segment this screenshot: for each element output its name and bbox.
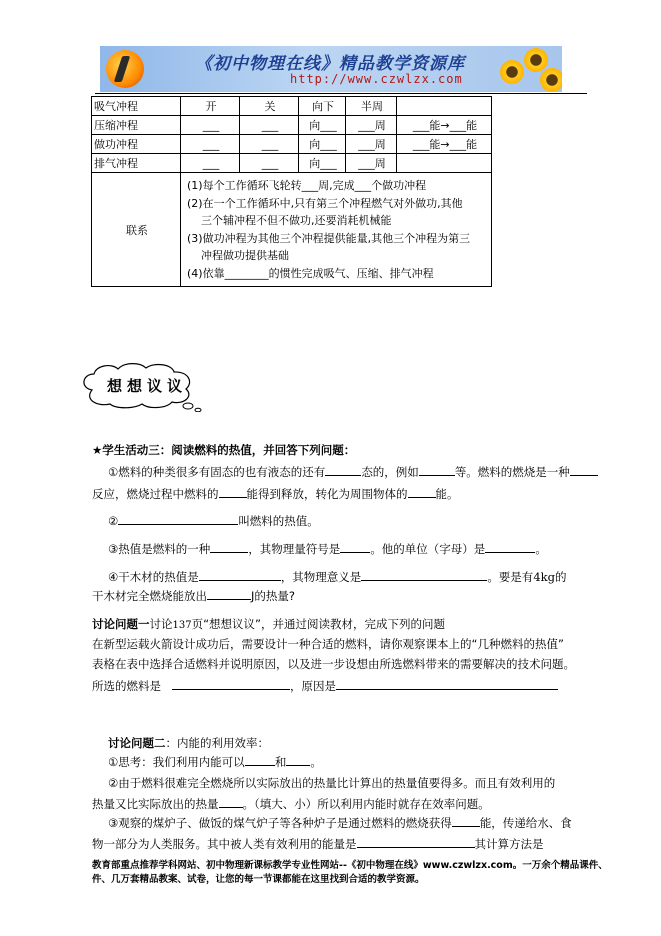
crank-turn: ___周 xyxy=(346,135,397,154)
text: 讨论 xyxy=(149,617,173,631)
energy-conversion: ___能→___能 xyxy=(397,116,492,135)
crank-turn: ___周 xyxy=(346,154,397,173)
stroke-name: 排气冲程 xyxy=(92,154,181,173)
text: ③观察的煤炉子、做饭的煤气炉子等各种炉子是通过燃料的燃烧获得 xyxy=(108,816,452,830)
banner-title: 《初中物理在线》精品教学资源库 xyxy=(195,54,465,74)
text: ，原因是 xyxy=(289,679,336,693)
discussion-2-q3 xyxy=(108,815,572,831)
activity-title: ★学生活动三：阅读燃料的热值，并回答下列问题： xyxy=(92,443,356,457)
text: 态的，例如 xyxy=(361,465,419,479)
text: 讨论问题二 xyxy=(108,736,166,750)
text: 等。燃料的燃烧是一种 xyxy=(454,465,570,479)
text: 能得到释放，转化为周围物体的 xyxy=(246,487,408,501)
question-3 xyxy=(108,541,547,557)
stroke-name: 吸气冲程 xyxy=(92,97,181,116)
blank xyxy=(207,588,251,600)
text: 能。 xyxy=(435,487,459,501)
crank-turn: 半周 xyxy=(346,97,397,116)
discussion-2-q2 xyxy=(108,775,555,791)
text: 的 xyxy=(554,570,567,584)
lianxi-line: (3)做功冲程为其他三个冲程提供能量,其他三个冲程为第三 xyxy=(187,231,471,245)
blank xyxy=(325,464,361,476)
text: 热量又比实际放出的热量 xyxy=(92,797,219,811)
text: 其计算方法是 xyxy=(474,837,544,851)
blank xyxy=(219,796,243,808)
energy-conversion: ___能→___能 xyxy=(397,135,492,154)
banner-url[interactable]: http://www.czwlzx.com xyxy=(290,72,463,86)
blank xyxy=(452,815,480,827)
text: ①思考：我们利用内能可以 xyxy=(108,755,245,769)
text: ③热值是燃料的一种 xyxy=(108,542,211,556)
lianxi-label: 联系 xyxy=(92,173,181,287)
blank xyxy=(419,464,455,476)
question-1 xyxy=(108,464,598,480)
text: 所选的燃料是 xyxy=(92,679,161,693)
intake-valve: ___ xyxy=(181,116,240,135)
text: 。 xyxy=(310,755,322,769)
text: 能，传递给水、食 xyxy=(479,816,572,830)
footer-line: 教育部重点推荐学科网站、初中物理新课标教学专业性网站--《初中物理在线》www.czwlzx.com。一万余个精品课件、 xyxy=(92,860,608,871)
text: ④干木材的热值是 xyxy=(108,570,199,584)
blank xyxy=(340,541,370,553)
text: 和 xyxy=(274,755,287,769)
discussion-1-line: 在新型运载火箭设计成功后，需要设计一种合适的燃料，请你观察课本上的“几种燃料的热值” xyxy=(92,637,564,651)
table-row xyxy=(92,116,492,135)
blank xyxy=(172,678,290,690)
text: ② xyxy=(108,514,119,528)
piston-direction: 向___ xyxy=(299,135,346,154)
text: 讨论问题一 xyxy=(92,617,150,631)
text: ：内能的利用效率： xyxy=(165,736,269,750)
energy-conversion xyxy=(397,154,492,173)
text: 。（填大、小）所以利用内能时就存在效率问题。 xyxy=(242,797,490,811)
blank xyxy=(361,569,487,581)
blank xyxy=(336,678,558,690)
piston-direction: 向___ xyxy=(299,154,346,173)
text: 叫燃料的热值。 xyxy=(238,514,319,528)
text: 物一部分为人类服务。其中被人类有效利用的能量是 xyxy=(92,837,357,851)
exhaust-valve: ___ xyxy=(240,116,299,135)
lianxi-line: 冲程做功提供基础 xyxy=(201,249,289,262)
discussion-1-answer xyxy=(92,678,558,694)
text: ，其物理量符号是 xyxy=(248,542,341,556)
text: 。要是有 xyxy=(487,570,534,584)
exhaust-valve: 关 xyxy=(240,97,299,116)
sunflower-icon xyxy=(540,68,562,92)
lianxi-line: 三个辅冲程不但不做功,还要消耗机械能 xyxy=(201,214,392,227)
blank xyxy=(570,464,598,476)
crank-turn: ___周 xyxy=(346,116,397,135)
discussion-2-q3-cont xyxy=(92,836,544,852)
text: 得多。而且有效利用的 xyxy=(440,776,556,790)
blank xyxy=(408,486,436,498)
table-row xyxy=(92,173,492,287)
discussion-2-q2-cont xyxy=(92,796,490,812)
text: J的热量? xyxy=(251,589,295,603)
table-row xyxy=(92,97,492,116)
table-row xyxy=(92,135,492,154)
table-row xyxy=(92,154,492,173)
intake-valve: ___ xyxy=(181,154,240,173)
exhaust-valve: ___ xyxy=(240,154,299,173)
text: 干木材完全燃烧能放出 xyxy=(92,589,207,603)
blank xyxy=(286,754,310,766)
header-divider xyxy=(95,93,587,94)
discussion-2-title xyxy=(108,735,269,751)
sunflower-icon xyxy=(524,48,548,72)
discussion-2-q1 xyxy=(108,754,322,770)
text: 4kg xyxy=(533,570,555,584)
blank xyxy=(245,754,275,766)
blank xyxy=(219,486,247,498)
energy-conversion xyxy=(397,97,492,116)
exhaust-valve: ___ xyxy=(240,135,299,154)
question-1-cont xyxy=(92,486,459,502)
engine-stroke-table xyxy=(91,96,492,287)
text: ②由于燃料很难完全燃烧所以实际放出的热量比计算出的热量值要 xyxy=(108,776,441,790)
text: ，其物理意义是 xyxy=(280,570,362,584)
blank xyxy=(357,836,475,848)
lianxi-content xyxy=(181,173,492,287)
blank xyxy=(485,541,535,553)
text: ①燃料的种类很多有固态的也有液态的还有 xyxy=(108,465,326,479)
page-number: 137 xyxy=(172,620,192,631)
stroke-name: 做功冲程 xyxy=(92,135,181,154)
blank xyxy=(210,541,248,553)
sunflower-icon xyxy=(500,60,524,84)
lianxi-line: (2)在一个工作循环中,只有第三个冲程燃气对外做功,其他 xyxy=(187,196,463,210)
lianxi-line: (4)依靠________的惯性完成吸气、压缩、排气冲程 xyxy=(187,266,434,280)
header-banner xyxy=(100,46,562,92)
intake-valve: 开 xyxy=(181,97,240,116)
blank xyxy=(199,569,281,581)
discussion-1-title xyxy=(92,616,445,632)
footer-line: 件、几万套精品教案、试卷，让您的每一节课都能在这里找到合适的教学资源。 xyxy=(92,874,425,885)
question-4-cont xyxy=(92,588,295,604)
intake-valve: ___ xyxy=(181,135,240,154)
question-2 xyxy=(108,513,319,529)
text: 反应，燃烧过程中燃料的 xyxy=(92,487,219,501)
text: 。他的单位（字母）是 xyxy=(370,542,486,556)
text: 页“想想议议”，并通过阅读教材，完成下列的问题 xyxy=(191,617,446,631)
question-4 xyxy=(108,569,566,585)
discussion-1-line: 表格在表中选择合适燃料并说明原因，以及进一步设想由所选燃料带来的需要解决的技术问题。 xyxy=(92,657,575,671)
section-title: 想想议议 xyxy=(107,377,188,395)
stroke-name: 压缩冲程 xyxy=(92,116,181,135)
piston-direction: 向下 xyxy=(299,97,346,116)
piston-direction: 向___ xyxy=(299,116,346,135)
text: 。 xyxy=(535,542,547,556)
lianxi-line: (1)每个工作循环飞轮转___周,完成___个做功冲程 xyxy=(187,179,427,192)
blank xyxy=(118,513,238,525)
